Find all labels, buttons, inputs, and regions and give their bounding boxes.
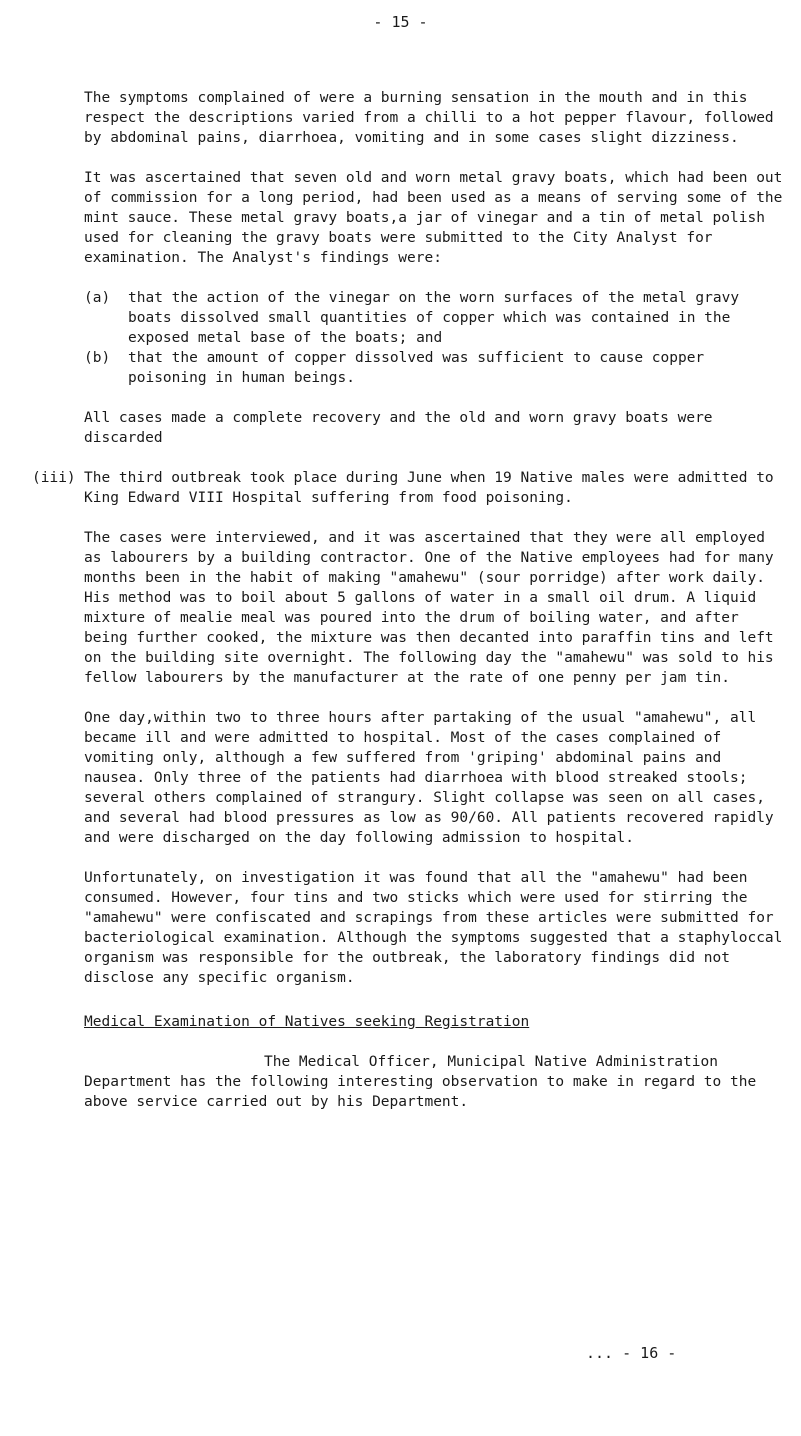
page-number: - 15 - (373, 13, 428, 31)
outbreak-label: (iii) (32, 470, 76, 486)
finding-text: that the amount of copper dissolved was sufficient to cause copper poisoning in human beings. (128, 350, 705, 386)
paragraph-symptoms: The symptoms complained of were a burning sensation in the mouth and in this respect the descriptions varied from a chilli to a hot pepper flavour, followed by abdominal pains, diarrhoea, vomiting and in some cases slight dizziness. (84, 90, 774, 146)
paragraph-recovery: All cases made a complete recovery and the old and worn gravy boats were discarded (84, 410, 713, 446)
findings-list (84, 288, 784, 388)
finding-text: that the action of the vinegar on the worn surfaces of the metal gravy boats dissolved small quantities of copper which was contained in the exposed metal base of the boats; and (128, 290, 740, 346)
paragraph-ascertained: It was ascertained that seven old and worn metal gravy boats, which had been out of commission for a long period, had been used as a means of serving some of the mint sauce. These metal gravy boats,a jar of vinegar and a tin of metal polish used for cleaning the gravy boats were submitted to the City Analyst for examination. The Analyst's findings were: (84, 170, 783, 266)
outbreak-text: The third outbreak took place during June when 19 Native males were admitted to King Edward VIII Hospital suffering from food poisoning. (84, 470, 774, 506)
document-body (32, 88, 784, 1132)
finding-item (84, 288, 784, 348)
paragraph-one-day: One day,within two to three hours after partaking of the usual "amahewu", all became ill and were admitted to hospital. Most of the cases complained of vomiting only, although a few suffered from 'griping' abdominal pains and nausea. Only three of the patients had diarrhoea with blood streaked stools; several others complained of strangury. Slight collapse was seen on all cases, and several had blood pressures as low as 90/60. All patients recovered rapidly and were discharged on the day following admission to hospital. (84, 710, 774, 846)
section-heading: Medical Examination of Natives seeking Registration (84, 1014, 530, 1030)
outbreak-item (32, 468, 784, 508)
finding-label: (a) (84, 290, 111, 306)
paragraph-unfortunately: Unfortunately, on investigation it was found that all the "amahewu" had been consumed. However, four tins and two sticks which were used for stirring the "amahewu" were confiscated and scrapings from these articles were submitted for bacteriological examination. Although the symptoms suggested that a staphyloccal organism was responsible for the outbreak, the laboratory findings did not disclose any specific organism. (84, 870, 783, 986)
finding-item (84, 348, 784, 388)
paragraph-medical-officer: The Medical Officer, Municipal Native Administration Department has the following interesting observation to make in regard to the above service carried out by his Department. (84, 1054, 757, 1110)
finding-label: (b) (84, 350, 111, 366)
paragraph-interviewed: The cases were interviewed, and it was ascertained that they were all employed as labourers by a building contractor. One of the Native employees had for many months been in the habit of making "amahewu" (sour porridge) after work daily. His method was to boil about 5 gallons of water in a small oil drum. A liquid mixture of mealie meal was poured into the drum of boiling water, and after being further cooked, the mixture was then decanted into paraffin tins and left on the building site overnight. The following day the "amahewu" was sold to his fellow labourers by the manufacturer at the rate of one penny per jam tin. (84, 530, 774, 686)
next-page-marker: ... - 16 - (586, 1344, 677, 1362)
